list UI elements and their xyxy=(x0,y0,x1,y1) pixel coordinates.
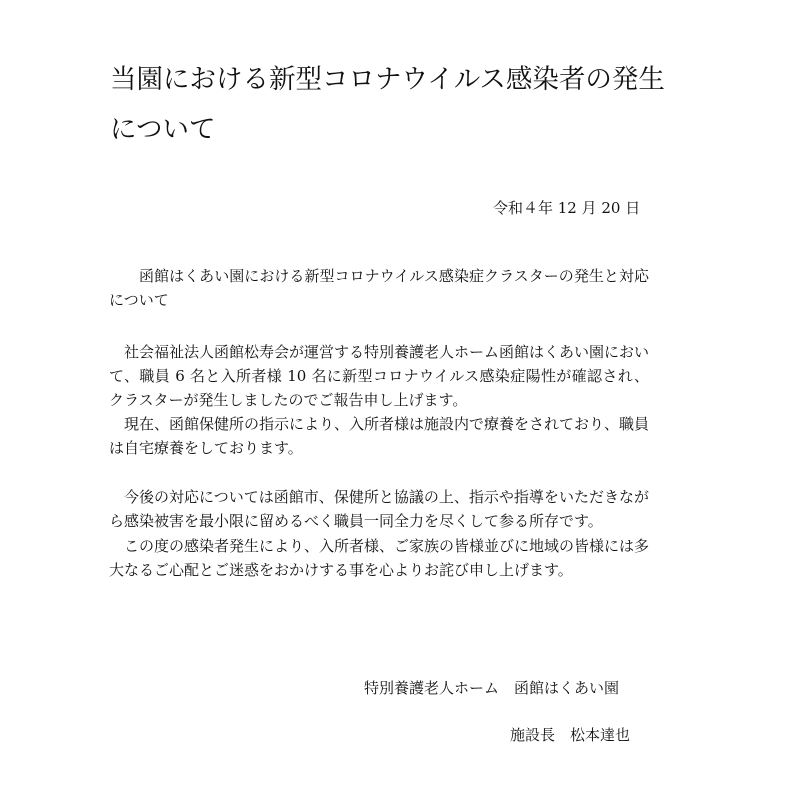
paragraph-current-status: 現在、函館保健所の指示により、入所者様は施設内で療養をされており、職員は自宅療養をしております。 xyxy=(109,415,650,457)
paragraph-subject: 函館はくあい園における新型コロナウイルス感染症クラスターの発生と対応について xyxy=(109,267,649,309)
director-signature: 施設長 松本達也 xyxy=(510,726,631,744)
paragraph-apology: この度の感染者発生により、入所者様、ご家族の皆様並びに地域の皆様には多大なるご心配とご迷惑をおかけする事を心よりお詫び申し上げます。 xyxy=(109,537,650,579)
notice-date: 令和４年 12 月 20 日 xyxy=(493,199,641,217)
organization-name: 特別養護老人ホーム 函館はくあい園 xyxy=(364,679,620,697)
paragraph-future-response: 今後の対応については函館市、保健所と協議の上、指示や指導をいただきながら感染被害を最小限に留めるべく職員一同全力を尽くして参る所存です。 xyxy=(109,488,649,530)
notice-title: 当園における新型コロナウイルス感染者の発生について xyxy=(110,64,665,145)
paragraph-outbreak-report: 社会福祉法人函館松寿会が運営する特別養護老人ホーム函館はくあい園において、職員 6 名と入所者様 10 名に新型コロナウイルス感染症陽性が確認され、クラスターが発生しましたのでご報告申し上げます。 xyxy=(109,343,650,409)
